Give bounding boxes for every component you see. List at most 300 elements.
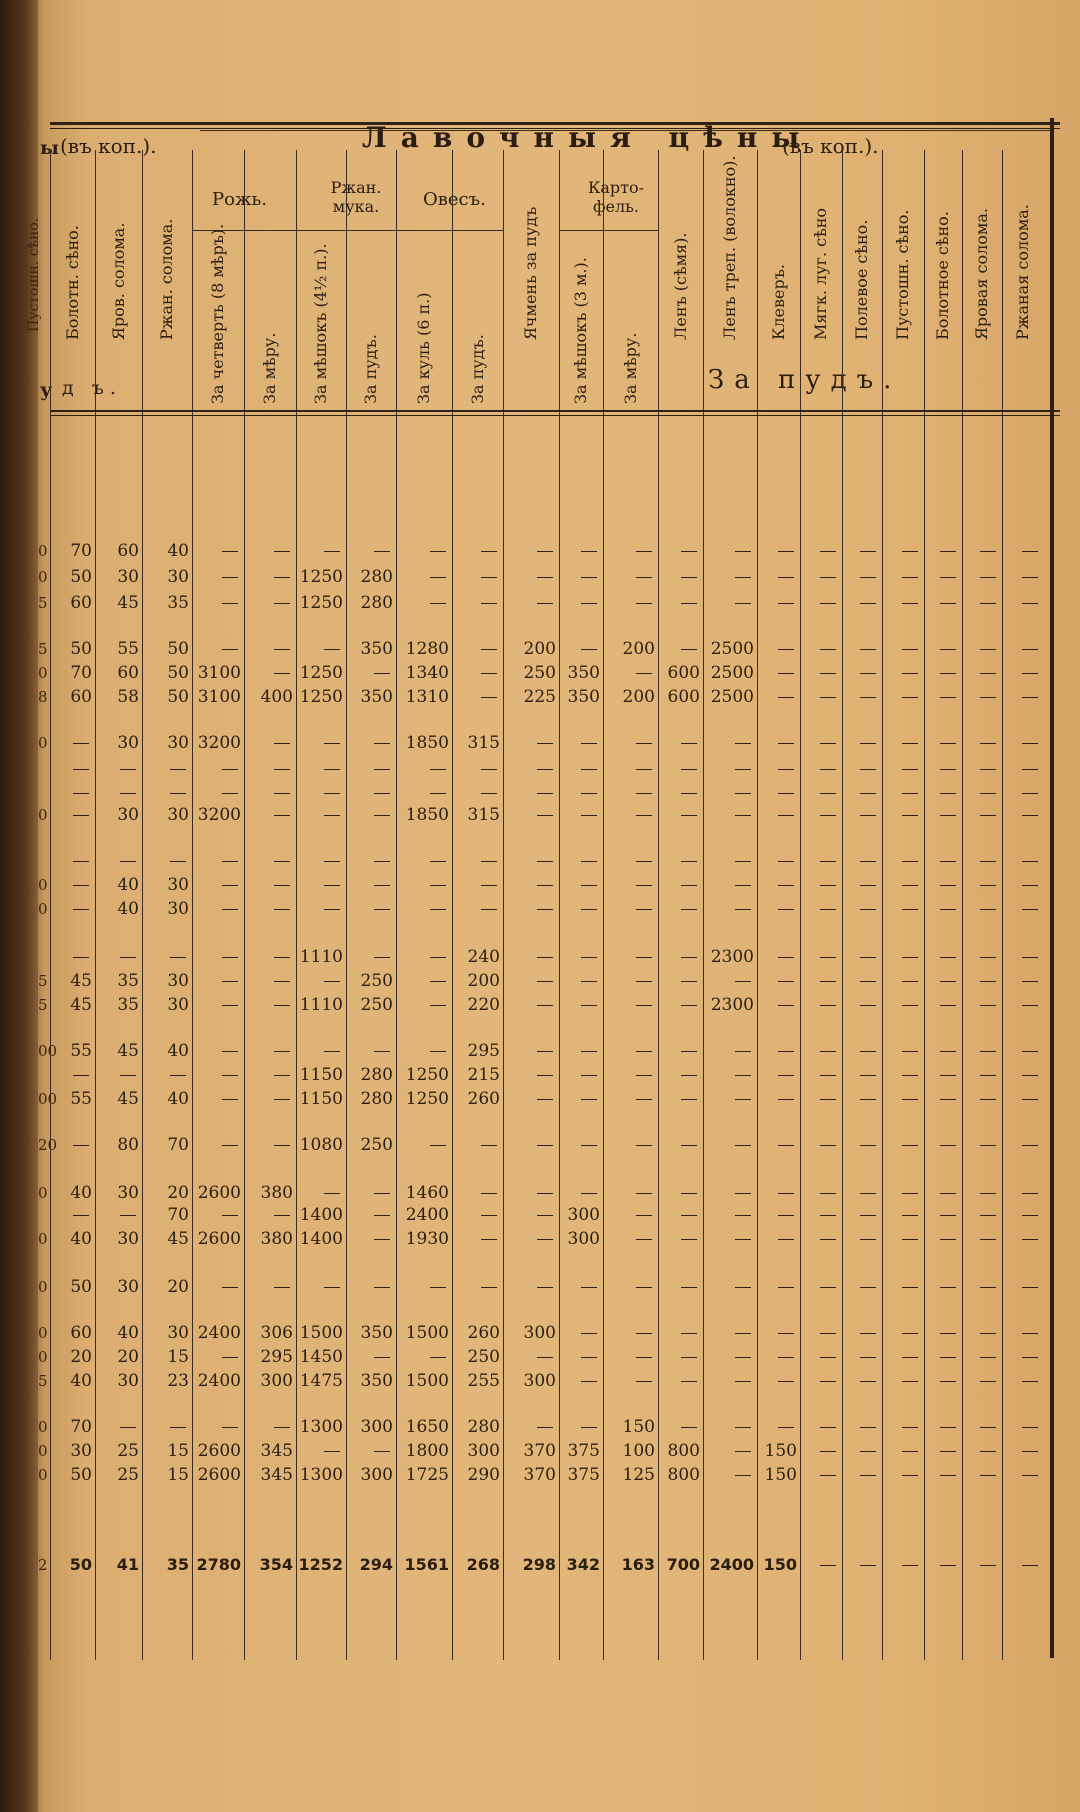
table-row-cell: 150 [764,1465,797,1485]
table-row-cell: 300 [523,1371,556,1391]
dash-mark [222,1099,238,1100]
dash-mark [940,793,956,794]
dash-mark [374,1215,390,1216]
dash-mark [537,1145,553,1146]
dash-mark [820,1099,836,1100]
cut-edge-number: 5 [38,996,48,1014]
dash-mark [681,1427,697,1428]
table-row-cell: 25 [117,1465,139,1485]
dash-mark [324,909,340,910]
cut-edge-number: 0 [38,1324,48,1342]
group-rozh: Рожь. [212,189,268,210]
table-row-cell: 50 [70,567,92,587]
dash-mark [274,1051,290,1052]
dash-mark [581,1193,597,1194]
column-header-label: Яровая солома. [972,208,991,340]
table-row-cell: 295 [467,1041,500,1061]
column-rule [962,150,963,1660]
cut-edge-number: 5 [38,640,48,658]
dash-mark [980,1287,996,1288]
table-row-cell: 300 [567,1229,600,1249]
dash-mark [820,1075,836,1076]
table-row-cell: 1850 [405,805,449,825]
column-rule [192,150,193,1660]
dash-mark [980,909,996,910]
table-row-cell: 345 [260,1465,293,1485]
table-row-cell: 375 [567,1441,600,1461]
dash-mark [537,957,553,958]
dash-mark [902,1099,918,1100]
dash-mark [980,697,996,698]
table-row-cell: 345 [260,1441,293,1461]
table-row-cell: 200 [622,639,655,659]
dash-mark [636,1193,652,1194]
table-row-cell: 3200 [197,733,241,753]
dash-mark [481,649,497,650]
dash-mark [778,1051,794,1052]
dash-mark [860,1565,876,1566]
dash-mark [820,793,836,794]
dash-mark [902,1451,918,1452]
dash-mark [735,1193,751,1194]
dash-mark [902,815,918,816]
dash-mark [636,1099,652,1100]
table-row-cell: 1850 [405,733,449,753]
table-row-cell: 400 [260,687,293,707]
dash-mark [940,1427,956,1428]
table-row-cell: 20 [117,1347,139,1367]
dash-mark [324,1051,340,1052]
dash-mark [940,1005,956,1006]
dash-mark [274,1099,290,1100]
cut-edge-number: 8 [38,688,48,706]
dash-mark [481,769,497,770]
dash-mark [274,1145,290,1146]
dash-mark [778,1427,794,1428]
dash-mark [778,673,794,674]
dash-mark [735,793,751,794]
table-row-cell: 280 [360,593,393,613]
dash-mark [735,1239,751,1240]
dash-mark [1022,1333,1038,1334]
dash-mark [980,885,996,886]
title-underline [200,130,1050,131]
dash-mark [374,1357,390,1358]
dash-mark [73,815,89,816]
dash-mark [681,743,697,744]
dash-mark [778,909,794,910]
dash-mark [1022,1099,1038,1100]
table-row-cell: 150 [764,1441,797,1461]
table-row-cell: 40 [117,1323,139,1343]
table-row-cell: 1500 [405,1323,449,1343]
table-row-cell: 100 [622,1441,655,1461]
dash-mark [940,551,956,552]
dash-mark [778,1333,794,1334]
dash-mark [820,649,836,650]
dash-mark [681,981,697,982]
dash-mark [73,1145,89,1146]
dash-mark [636,1333,652,1334]
dash-mark [940,1193,956,1194]
dash-mark [940,981,956,982]
dash-mark [324,793,340,794]
dash-mark [481,1287,497,1288]
column-rule [703,150,704,1660]
dash-mark [902,1215,918,1216]
dash-mark [430,957,446,958]
table-row-cell: 1250 [299,687,343,707]
dash-mark [820,957,836,958]
table-row-cell: 50 [167,663,189,683]
table-row-cell: 255 [467,1371,500,1391]
dash-mark [980,743,996,744]
table-row-cell: 350 [360,639,393,659]
dash-mark [778,885,794,886]
table-row-cell: 225 [523,687,556,707]
dash-mark [324,981,340,982]
group-oves: Овесъ. [423,189,486,210]
dash-mark [940,1475,956,1476]
summary-row-cell: 2780 [196,1555,241,1574]
dash-mark [374,1287,390,1288]
table-row-cell: 350 [360,1323,393,1343]
table-row-cell: 40 [117,899,139,919]
dash-mark [902,603,918,604]
cut-edge-number: 0 [38,1466,48,1484]
dash-mark [222,1427,238,1428]
dash-mark [324,861,340,862]
table-row-cell: 315 [467,805,500,825]
dash-mark [1022,793,1038,794]
table-row-cell: 60 [70,687,92,707]
column-header-label: За пудъ. [361,334,380,404]
dash-mark [73,769,89,770]
dash-mark [902,1287,918,1288]
dash-mark [902,743,918,744]
table-row-cell: 55 [117,639,139,659]
table-row-cell: 300 [467,1441,500,1461]
dash-mark [860,815,876,816]
dash-mark [940,649,956,650]
table-row-cell: 300 [360,1417,393,1437]
cut-edge-number: 00 [38,1090,58,1108]
table-row-cell: 40 [70,1183,92,1203]
column-header-label: Болотное сѣно. [933,211,952,340]
dash-mark [735,885,751,886]
column-rule [244,150,245,1660]
dash-mark [778,1287,794,1288]
dash-mark [735,1075,751,1076]
table-row-cell: 375 [567,1465,600,1485]
table-row-cell: 25 [117,1441,139,1461]
table-row-cell: 30 [167,995,189,1015]
dash-mark [681,1099,697,1100]
column-rule [924,150,925,1660]
dash-mark [73,1075,89,1076]
dash-mark [274,981,290,982]
dash-mark [1022,1145,1038,1146]
table-row-cell: 40 [70,1371,92,1391]
main-title: Лавочныя цѣны [362,121,814,154]
dash-mark [940,1565,956,1566]
dash-mark [1022,981,1038,982]
dash-mark [860,1451,876,1452]
table-row-cell: 350 [567,663,600,683]
dash-mark [980,1075,996,1076]
dash-mark [902,1381,918,1382]
cut-edge-number: 00 [38,1042,58,1060]
dash-mark [681,1051,697,1052]
dash-mark [735,1451,751,1452]
dash-mark [481,1239,497,1240]
dash-mark [902,793,918,794]
dash-mark [735,1287,751,1288]
table-row-cell: 300 [360,1465,393,1485]
table-row-cell: 1280 [405,639,449,659]
table-row-cell: 350 [360,687,393,707]
dash-mark [430,603,446,604]
group-rule [559,230,658,231]
dash-mark [940,697,956,698]
dash-mark [681,1215,697,1216]
dash-mark [537,1357,553,1358]
dash-mark [735,981,751,982]
dash-mark [636,957,652,958]
table-row-cell: 30 [167,805,189,825]
dash-mark [73,743,89,744]
dash-mark [940,577,956,578]
summary-row-cell: 2400 [709,1555,754,1574]
dash-mark [636,1145,652,1146]
table-row-cell: 40 [167,541,189,561]
dash-mark [940,1215,956,1216]
dash-mark [222,957,238,958]
dash-mark [537,1287,553,1288]
dash-mark [581,769,597,770]
column-header-label: За мѣшокъ (3 м.). [571,257,590,404]
dash-mark [902,1005,918,1006]
dash-mark [430,577,446,578]
dash-mark [1022,1075,1038,1076]
dash-mark [170,769,186,770]
column-header-label: Ржан. солома. [157,218,176,340]
table-row-cell: 350 [360,1371,393,1391]
dash-mark [581,885,597,886]
dash-mark [274,649,290,650]
column-header-label: За мѣру. [260,332,279,404]
dash-mark [581,577,597,578]
dash-mark [324,815,340,816]
column-rule [1002,150,1003,1660]
dash-mark [778,1075,794,1076]
dash-mark [636,1381,652,1382]
table-row-cell: 3200 [197,805,241,825]
dash-mark [681,861,697,862]
dash-mark [537,1075,553,1076]
dash-mark [120,1427,136,1428]
dash-mark [681,603,697,604]
dash-mark [1022,861,1038,862]
dash-mark [860,673,876,674]
table-row-cell: 45 [167,1229,189,1249]
dash-mark [820,909,836,910]
dash-mark [430,1005,446,1006]
dash-mark [374,1051,390,1052]
dash-mark [581,1005,597,1006]
dash-mark [222,1051,238,1052]
dash-mark [860,1051,876,1052]
dash-mark [636,603,652,604]
table-row-cell: 30 [167,899,189,919]
dash-mark [860,1381,876,1382]
table-row-cell: 1110 [299,995,343,1015]
dash-mark [681,793,697,794]
table-row-cell: 30 [117,733,139,753]
dash-mark [1022,743,1038,744]
dash-mark [324,1287,340,1288]
dash-mark [902,885,918,886]
dash-mark [735,1215,751,1216]
table-row-cell: 50 [167,639,189,659]
dash-mark [681,1333,697,1334]
dash-mark [860,909,876,910]
dash-mark [681,1075,697,1076]
dash-mark [1022,1475,1038,1476]
dash-mark [735,1145,751,1146]
dash-mark [735,551,751,552]
dash-mark [222,1005,238,1006]
dash-mark [222,1215,238,1216]
dash-mark [735,1333,751,1334]
table-row-cell: 250 [360,995,393,1015]
table-row-cell: 800 [667,1465,700,1485]
dash-mark [1022,603,1038,604]
column-header-label: Ленъ (сѣмя). [670,232,690,340]
dash-mark [681,1193,697,1194]
dash-mark [374,769,390,770]
dash-mark [778,1239,794,1240]
column-header-label: Мягк. луг. сѣно [811,207,830,340]
dash-mark [430,1357,446,1358]
dash-mark [636,1239,652,1240]
dash-mark [274,861,290,862]
dash-mark [902,1145,918,1146]
dash-mark [222,577,238,578]
dash-mark [636,769,652,770]
dash-mark [537,1215,553,1216]
dash-mark [820,697,836,698]
dash-mark [681,1145,697,1146]
table-row-cell: 2500 [710,687,754,707]
dash-mark [73,957,89,958]
column-rule [882,150,883,1660]
dash-mark [430,885,446,886]
cut-edge-number: 0 [38,1230,48,1248]
dash-mark [481,1193,497,1194]
dash-mark [581,981,597,982]
dash-mark [681,1381,697,1382]
table-row-cell: 1500 [299,1323,343,1343]
table-row-cell: 370 [523,1465,556,1485]
dash-mark [940,1357,956,1358]
dash-mark [940,1287,956,1288]
table-row-cell: 45 [117,593,139,613]
dash-mark [324,649,340,650]
dash-mark [860,1333,876,1334]
dash-mark [481,861,497,862]
dash-mark [430,909,446,910]
dash-mark [820,1427,836,1428]
summary-row-cell: 354 [259,1555,293,1574]
dash-mark [537,909,553,910]
dash-mark [73,1215,89,1216]
table-row-cell: 250 [360,971,393,991]
dash-mark [980,1427,996,1428]
dash-mark [430,981,446,982]
table-row-cell: 30 [167,733,189,753]
dash-mark [980,649,996,650]
table-row-cell: 1725 [405,1465,449,1485]
cut-edge-number: 2 [38,1556,48,1574]
dash-mark [274,957,290,958]
cut-edge-number: 5 [38,972,48,990]
dash-mark [735,861,751,862]
dash-mark [581,815,597,816]
column-header-label: За пудъ. [467,334,487,404]
table-row-cell: 30 [167,875,189,895]
dash-mark [681,1239,697,1240]
summary-row-cell: 700 [666,1555,700,1574]
dash-mark [778,769,794,770]
table-row-cell: 1460 [405,1183,449,1203]
column-header-label: Ленъ треп. (волокно). [720,155,739,340]
dash-mark [170,793,186,794]
dash-mark [980,1215,996,1216]
dash-mark [1022,697,1038,698]
table-row-cell: 380 [260,1183,293,1203]
table-row-cell: 2400 [197,1323,241,1343]
table-row-cell: 58 [117,687,139,707]
dash-mark [820,743,836,744]
dash-mark [430,1287,446,1288]
dash-mark [170,1075,186,1076]
table-row-cell: 30 [167,971,189,991]
dash-mark [636,1075,652,1076]
dash-mark [430,861,446,862]
table-row-cell: 1250 [299,567,343,587]
dash-mark [820,673,836,674]
dash-mark [274,769,290,770]
dash-mark [681,577,697,578]
cut-edge-number: 0 [38,664,48,682]
dash-mark [581,909,597,910]
dash-mark [222,861,238,862]
summary-row-cell: 41 [116,1555,139,1574]
dash-mark [681,815,697,816]
dash-mark [481,551,497,552]
table-row-cell: 1300 [299,1465,343,1485]
table-row-cell: 30 [117,1229,139,1249]
header-bottom-rule [50,410,1060,412]
table-row-cell: 1150 [299,1065,343,1085]
dash-mark [778,1357,794,1358]
dash-mark [902,769,918,770]
cut-edge-number: 20 [38,1136,58,1154]
dash-mark [860,981,876,982]
dash-mark [1022,769,1038,770]
dash-mark [735,603,751,604]
